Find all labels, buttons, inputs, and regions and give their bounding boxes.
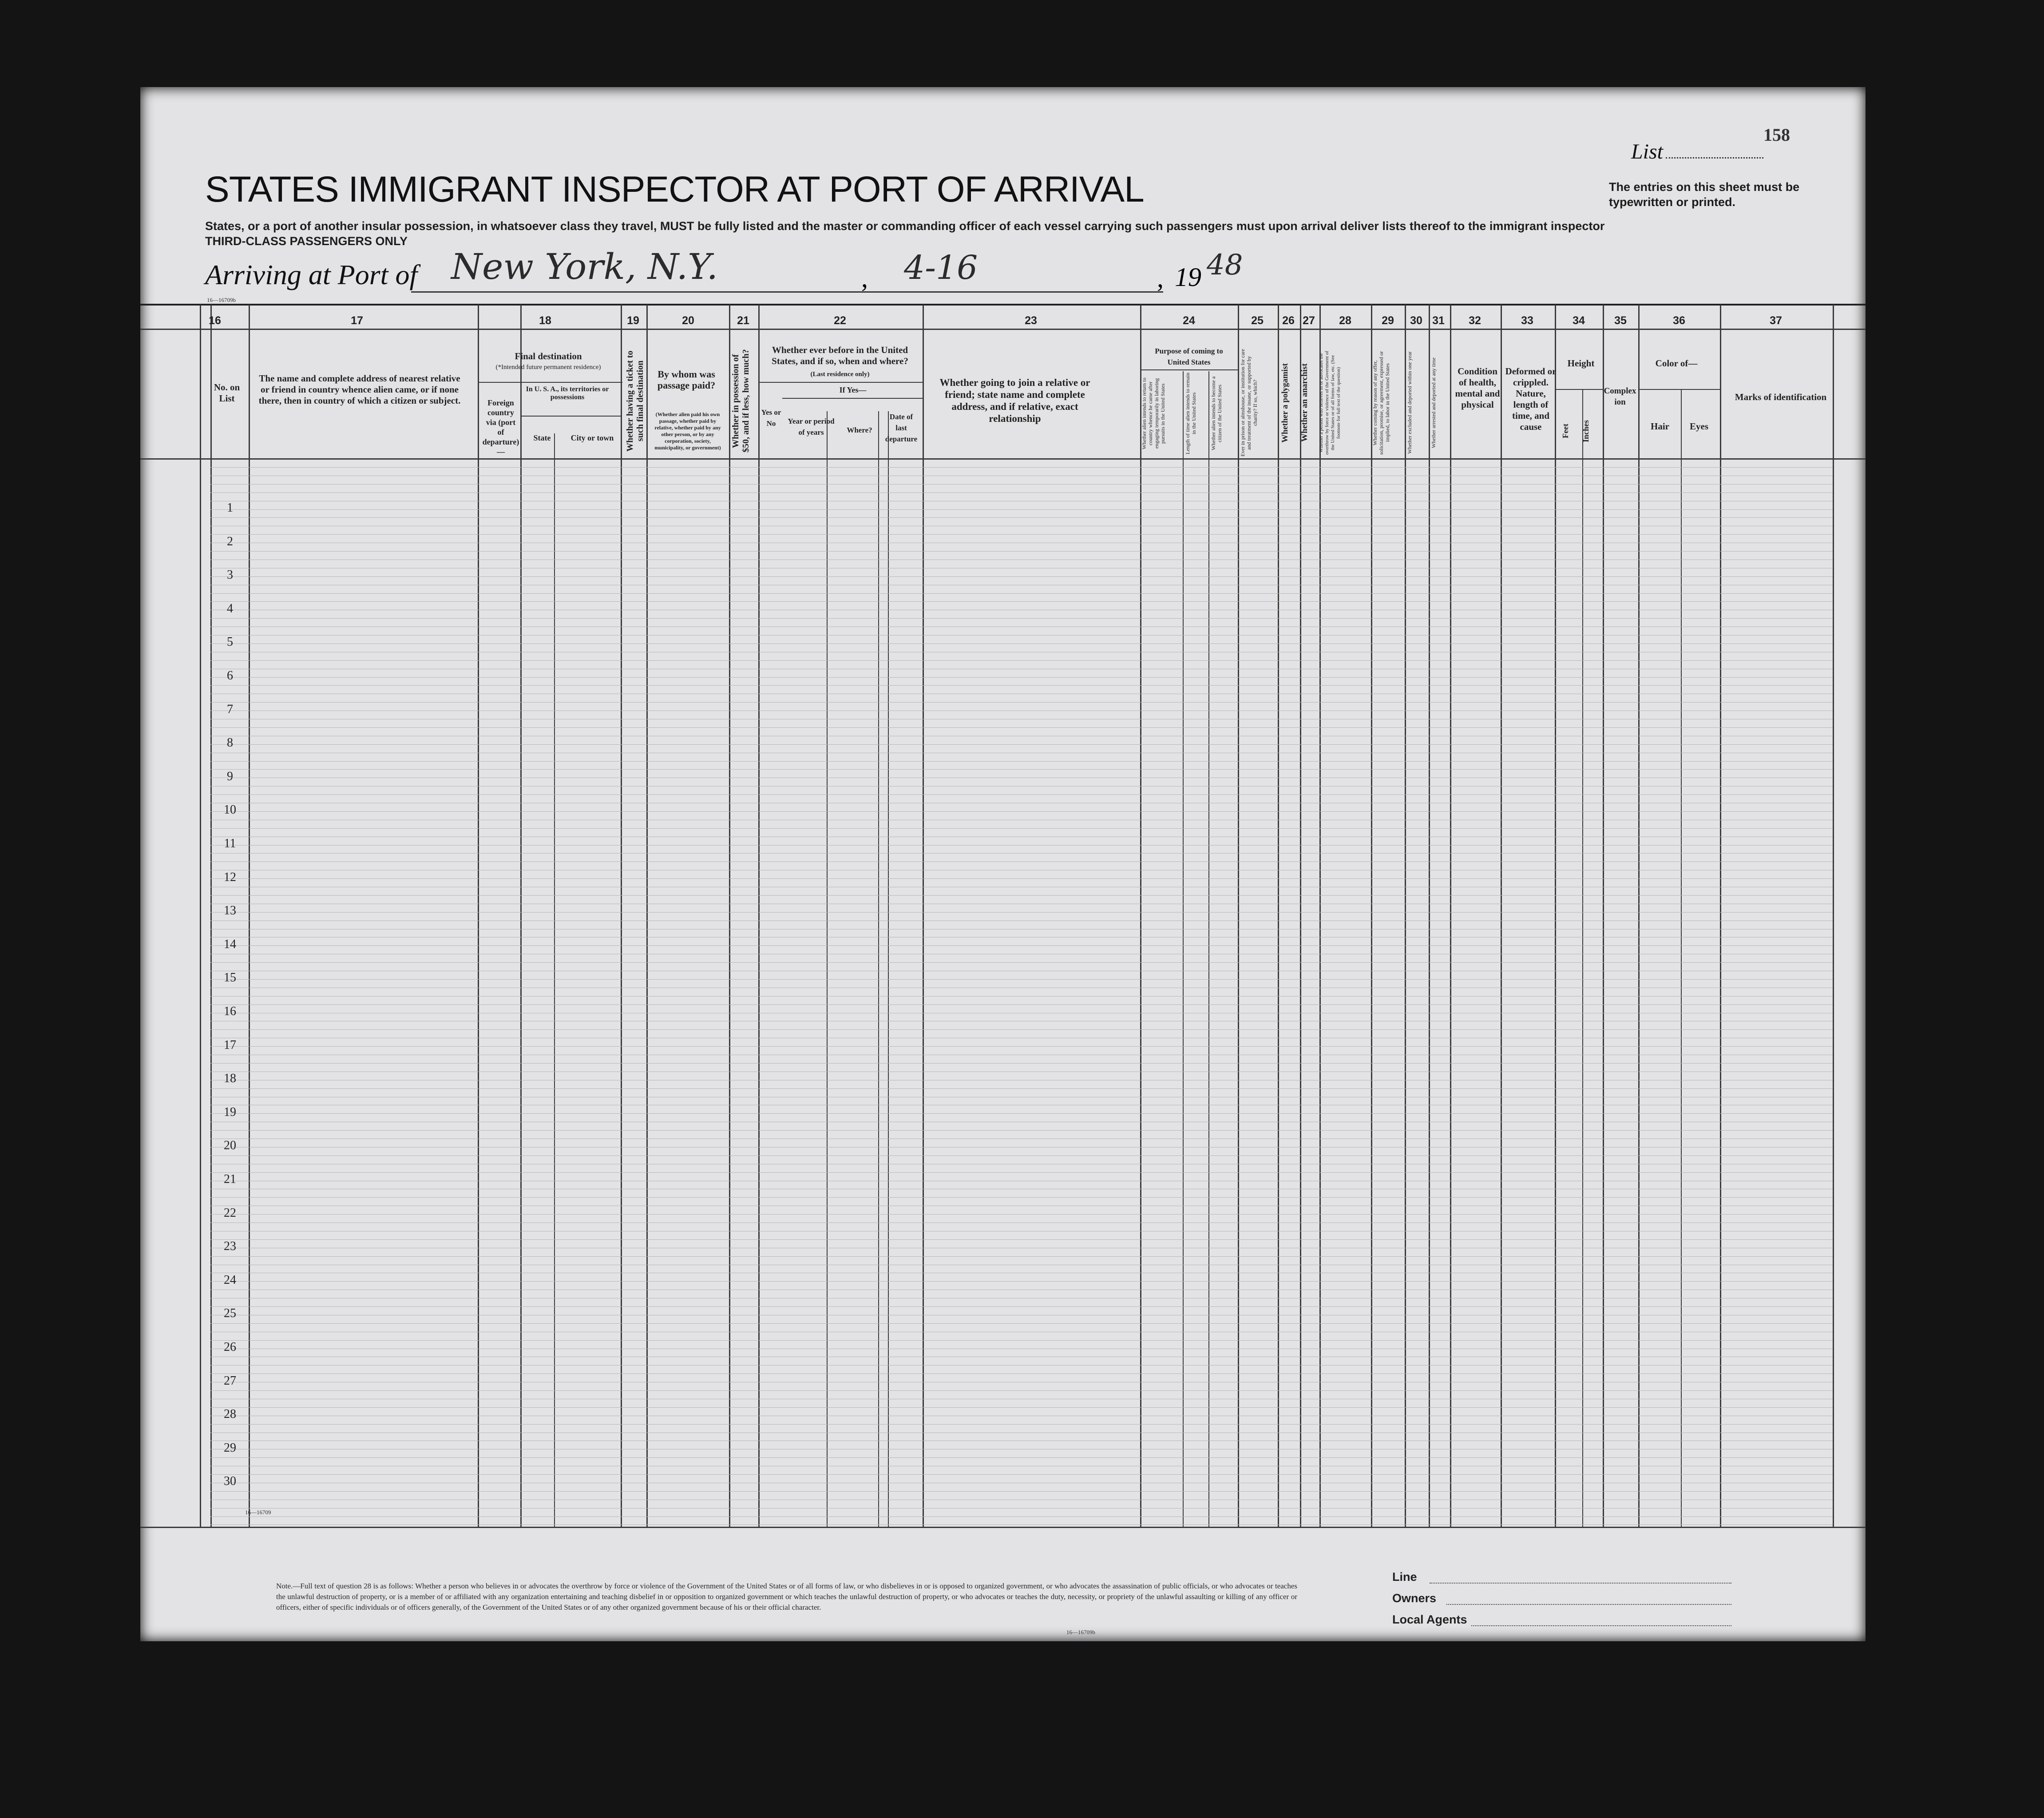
port-label: Arriving at Port of [205, 259, 418, 290]
col21-header: Whether in possession of $50, and if less, how much? [731, 349, 751, 453]
column-number: 33 [1521, 314, 1533, 327]
row-number: 15 [224, 971, 236, 984]
row-number: 17 [224, 1038, 236, 1052]
col22-yesno: Yes or No [761, 408, 781, 428]
column-divider [1833, 305, 1834, 1527]
ruled-line [210, 828, 1833, 829]
list-label [1631, 139, 1763, 164]
col24-citizen: Whether alien intends to become a citizen of the United States [1210, 376, 1223, 451]
col25-header: Ever in prison or almshouse, or institution for care and treatment of the insane, or supported by charity? If so, which? [1240, 349, 1258, 457]
ruled-line [210, 1390, 1833, 1391]
ruled-line [210, 1197, 1833, 1198]
col18-city: City or town [570, 433, 614, 442]
line-dotted-line [1430, 1583, 1731, 1584]
column-number: 36 [1673, 314, 1685, 327]
col23-header: Whether going to join a relative or friend; state name and complete address, and if relative, exact relationship [939, 377, 1090, 424]
row-number: 7 [227, 703, 233, 716]
subcolumn-divider [554, 433, 555, 1527]
subheader-rule [758, 382, 923, 383]
ruled-line [210, 744, 1833, 745]
intro-text [205, 218, 1626, 249]
subcolumn-divider [827, 411, 828, 1527]
col16-header: No. on List [214, 382, 240, 404]
ruled-line [210, 912, 1833, 913]
column-number: 31 [1432, 314, 1445, 327]
agents-label: Local Agents [1392, 1613, 1467, 1626]
col27-header: Whether an anarchist [1300, 363, 1309, 442]
col37-header: Marks of identification [1735, 392, 1827, 402]
row-number: 5 [227, 635, 233, 649]
column-number: 16 [209, 314, 221, 327]
subheader-rule [782, 398, 923, 399]
col18-subtitle: (*Intended future permanent residence) [495, 364, 601, 371]
column-divider [1140, 305, 1141, 1527]
column-number: 26 [1282, 314, 1295, 327]
ruled-line [210, 1113, 1833, 1114]
ruled-line [210, 1407, 1833, 1408]
column-number: 24 [1183, 314, 1195, 327]
subcolumn-divider [888, 411, 889, 1527]
ruled-line [210, 660, 1833, 661]
port-value: New York, N.Y. [451, 246, 718, 287]
ruled-line [210, 1088, 1833, 1089]
ruled-line [210, 601, 1833, 602]
row-number: 26 [224, 1340, 236, 1354]
column-number: 18 [539, 314, 551, 327]
col26-header: Whether a polygamist [1280, 363, 1290, 443]
col35-header: Complexion [1604, 386, 1636, 407]
ruled-line [210, 1340, 1833, 1341]
column-divider [1501, 305, 1502, 1527]
form-ref-top: 16—16709b [207, 297, 236, 303]
subheader-rule [520, 416, 621, 417]
year-prefix: 19 [1175, 262, 1201, 292]
row-number: 30 [224, 1474, 236, 1488]
ruled-line [210, 576, 1833, 577]
row-number: 25 [224, 1306, 236, 1320]
ruled-line [210, 1214, 1833, 1215]
col22-year: Year or period of years [788, 417, 835, 437]
ruled-line [210, 1323, 1833, 1324]
ruled-line [210, 467, 1833, 468]
list-number: 158 [1763, 125, 1790, 145]
column-number: 27 [1303, 314, 1315, 327]
col20-subtitle: (Whether alien paid his own passage, whether paid by relative, whether paid by any other person, or by any corporation, society, municipality, or government) [654, 411, 721, 451]
ruled-line [210, 1239, 1833, 1240]
col28-header: Whether a person who believes in or advocates the overthrow by force or violence of the Government of the United States or of all forms of law, etc. (See footnote for full text of the question) [1319, 351, 1341, 455]
header-rule [140, 458, 1866, 460]
column-divider [200, 305, 201, 1527]
column-number: 22 [834, 314, 846, 327]
col18-usa: In U. S. A., its territories or possessions [526, 385, 609, 401]
ruled-line [210, 685, 1833, 686]
column-number: 32 [1469, 314, 1481, 327]
owners-dotted-line [1446, 1604, 1731, 1605]
col18-state: State [533, 433, 551, 442]
row-number: 3 [227, 568, 233, 582]
subcolumn-divider [1208, 371, 1209, 1527]
intro-line-2: THIRD-CLASS PASSENGERS ONLY [205, 234, 408, 248]
port-comma: , [861, 263, 868, 293]
date-value: 4-16 [904, 249, 978, 287]
column-divider [729, 305, 730, 1527]
column-divider [520, 305, 522, 1527]
col22-ifyes: If Yes— [839, 385, 867, 394]
ruled-line [210, 794, 1833, 795]
col18-foreign: Foreign country via (port of departure)— [482, 398, 519, 456]
column-number: 19 [627, 314, 639, 327]
ruled-line [210, 761, 1833, 762]
col17-header: The name and complete address of nearest relative or friend in country whence alien came, or if none there, then in country of which a citizen or subject. [258, 373, 461, 406]
date-comma: , [1157, 263, 1164, 293]
subcolumn-divider [878, 411, 879, 1527]
ruled-line [210, 1063, 1833, 1064]
column-divider [1638, 305, 1640, 1527]
row-number: 16 [224, 1004, 236, 1018]
date-underline [879, 291, 1163, 293]
col34-feet: Feet [1561, 424, 1570, 439]
col36-eyes: Eyes [1690, 421, 1708, 432]
list-label-text: List [1631, 140, 1663, 163]
col36-title: Color of— [1655, 358, 1698, 369]
column-divider [621, 305, 622, 1527]
row-number: 19 [224, 1105, 236, 1119]
form-ref-bottom-right: 16—16709b [1066, 1629, 1095, 1635]
ruled-line [210, 1029, 1833, 1030]
col29-header: Whether coming by reason of any offer, solicitation, promise, or agreement, expressed or implied, to labor in the United States [1372, 351, 1390, 455]
column-divider [1319, 305, 1321, 1527]
ruled-line [210, 1524, 1833, 1525]
entries-note: The entries on this sheet must be typewritten or printed. [1609, 180, 1800, 209]
column-divider [478, 305, 479, 1527]
col20-title: By whom was passage paid? [657, 369, 716, 391]
column-divider [1238, 305, 1239, 1527]
ruled-line [210, 1474, 1833, 1475]
ruled-line [210, 1491, 1833, 1492]
col36-hair: Hair [1651, 421, 1669, 432]
form-ref-bottom-left: 16—16709 [245, 1509, 271, 1516]
column-number: 34 [1573, 314, 1585, 327]
row-number: 14 [224, 937, 236, 951]
column-number: 30 [1410, 314, 1422, 327]
ruled-line [210, 811, 1833, 812]
ruled-line [210, 895, 1833, 896]
col31-header: Whether arrested and deported at any time [1430, 357, 1437, 448]
column-number: 28 [1339, 314, 1351, 327]
column-number: 21 [737, 314, 749, 327]
row-number: 6 [227, 669, 233, 683]
ruled-line [210, 643, 1833, 644]
column-divider [1603, 305, 1604, 1527]
row-number: 28 [224, 1407, 236, 1421]
ruled-line [210, 962, 1833, 963]
ruled-line [210, 702, 1833, 703]
form-top-border [140, 304, 1866, 306]
column-divider [1720, 305, 1721, 1527]
col33-header: Deformed or crippled. Nature, length of time, and cause [1505, 366, 1557, 432]
ruled-line [210, 1004, 1833, 1005]
column-divider [1450, 305, 1451, 1527]
column-number: 23 [1025, 314, 1037, 327]
header-rule [140, 329, 1866, 330]
column-number: 37 [1770, 314, 1782, 327]
row-number: 23 [224, 1239, 236, 1253]
owners-label: Owners [1392, 1592, 1437, 1605]
subheader-rule [1638, 389, 1720, 390]
row-number: 9 [227, 770, 233, 783]
column-divider [758, 305, 760, 1527]
col34-title: Height [1567, 358, 1595, 369]
row-number: 29 [224, 1441, 236, 1455]
ruled-line [210, 1306, 1833, 1307]
ruled-line [210, 1373, 1833, 1374]
ruled-line [210, 509, 1833, 510]
ruled-line [210, 1457, 1833, 1458]
subheader-rule [1140, 369, 1238, 370]
col22-title: Whether ever before in the United States, and if so, when and where? [772, 345, 908, 366]
row-number: 24 [224, 1273, 236, 1287]
ruled-line [210, 945, 1833, 946]
column-divider [646, 305, 648, 1527]
column-divider [1278, 305, 1279, 1527]
footnote-question-28: Note.—Full text of question 28 is as follows: Whether a person who believes in or advocates the overthrow by force or violence of the Government of the United States or of all forms of law, or who disbelieves in or is opposed to organized government, or who advocates the assassination of public officials, or who advocates or teaches the unlawful destruction of property, or is a member of or affiliated with any organization entertaining and teaching disbelief in or opposition to organized government or which teaches the unlawful destruction of property, or who advocates or teaches the duty, necessity, or propriety of the unlawful assaulting or killing of any officer or officers, either of specific individuals or of officers generally, of the Government of the United States or of any other organized government because of his or their official character. [276, 1582, 1297, 1612]
ruled-line [210, 1172, 1833, 1173]
column-divider [1405, 305, 1406, 1527]
column-number: 35 [1614, 314, 1627, 327]
ruled-line [210, 1130, 1833, 1131]
col19-header: Whether having a ticket to such final destination [625, 350, 645, 452]
column-divider [1371, 305, 1372, 1527]
ruled-line [210, 534, 1833, 535]
column-divider [1429, 305, 1430, 1527]
intro-line-1: States, or a port of another insular possession, in whatsoever class they travel, MUST be fully listed and the master or commanding officer of each vessel carrying such passengers must upon arrival deliver lists thereof to the immigrant inspector [205, 219, 1605, 233]
col24-length: Length of time alien intends to remain in the United States [1184, 373, 1197, 454]
subcolumn-divider [1183, 371, 1184, 1527]
row-number: 11 [224, 837, 236, 850]
page-title: STATES IMMIGRANT INSPECTOR AT PORT OF ARRIVAL [205, 169, 1144, 210]
column-divider [1300, 305, 1301, 1527]
ruled-line [210, 1281, 1833, 1282]
ruled-line [210, 677, 1833, 678]
ruled-line [210, 1424, 1833, 1425]
ruled-line [210, 861, 1833, 862]
col34-inches: Inches [1581, 420, 1590, 443]
agents-field [1392, 1613, 1467, 1627]
row-number: 4 [227, 602, 233, 615]
column-divider [1555, 305, 1556, 1527]
ruled-line [210, 1155, 1833, 1156]
owners-field [1392, 1592, 1436, 1605]
ruled-line [210, 979, 1833, 980]
ruled-line [210, 1256, 1833, 1257]
row-number: 1 [227, 501, 233, 515]
table-bottom-rule [140, 1527, 1866, 1528]
ruled-line [210, 878, 1833, 879]
ruled-line [210, 769, 1833, 770]
col24-return: Whether alien intends to return to country whence he came after engaging temporarily in laboring pursuits in the United States [1141, 377, 1166, 449]
year-value: 48 [1207, 249, 1243, 282]
row-number: 12 [224, 870, 236, 884]
row-number: 21 [224, 1172, 236, 1186]
agents-dotted-line [1471, 1625, 1731, 1626]
row-number: 8 [227, 736, 233, 750]
col22-subtitle: (Last residence only) [810, 371, 870, 378]
col22-date: Date of last departure [885, 413, 918, 443]
ruled-line [210, 593, 1833, 594]
ruled-line [210, 492, 1833, 493]
col32-header: Condition of health, mental and physical [1455, 366, 1500, 410]
row-number: 13 [224, 904, 236, 917]
col18-title: Final destination [515, 351, 582, 361]
row-number: 10 [224, 803, 236, 817]
column-divider [923, 305, 924, 1527]
row-number: 2 [227, 535, 233, 548]
column-divider [210, 305, 212, 1527]
col22-where: Where? [847, 426, 872, 434]
manifest-sheet [140, 87, 1866, 1641]
row-number: 20 [224, 1139, 236, 1152]
line-label: Line [1392, 1570, 1417, 1584]
ruled-line [210, 618, 1833, 619]
row-number: 27 [224, 1374, 236, 1388]
column-number: 20 [682, 314, 694, 327]
line-field [1392, 1570, 1417, 1584]
ruled-line [210, 1516, 1833, 1517]
ruled-line [210, 551, 1833, 552]
column-number: 17 [351, 314, 363, 327]
subheader-rule [478, 382, 622, 383]
column-number: 29 [1382, 314, 1394, 327]
row-number: 22 [224, 1206, 236, 1220]
subheader-rule [1555, 389, 1603, 390]
list-dotted-line [1666, 157, 1763, 159]
column-divider [249, 305, 250, 1527]
column-number: 25 [1251, 314, 1264, 327]
ruled-line [210, 517, 1833, 518]
ruled-line [210, 1046, 1833, 1047]
ruled-line [210, 727, 1833, 728]
row-number: 18 [224, 1072, 236, 1085]
col30-header: Whether excluded and deported within one year [1406, 351, 1413, 454]
col24-title: Purpose of coming to United States [1155, 347, 1223, 366]
